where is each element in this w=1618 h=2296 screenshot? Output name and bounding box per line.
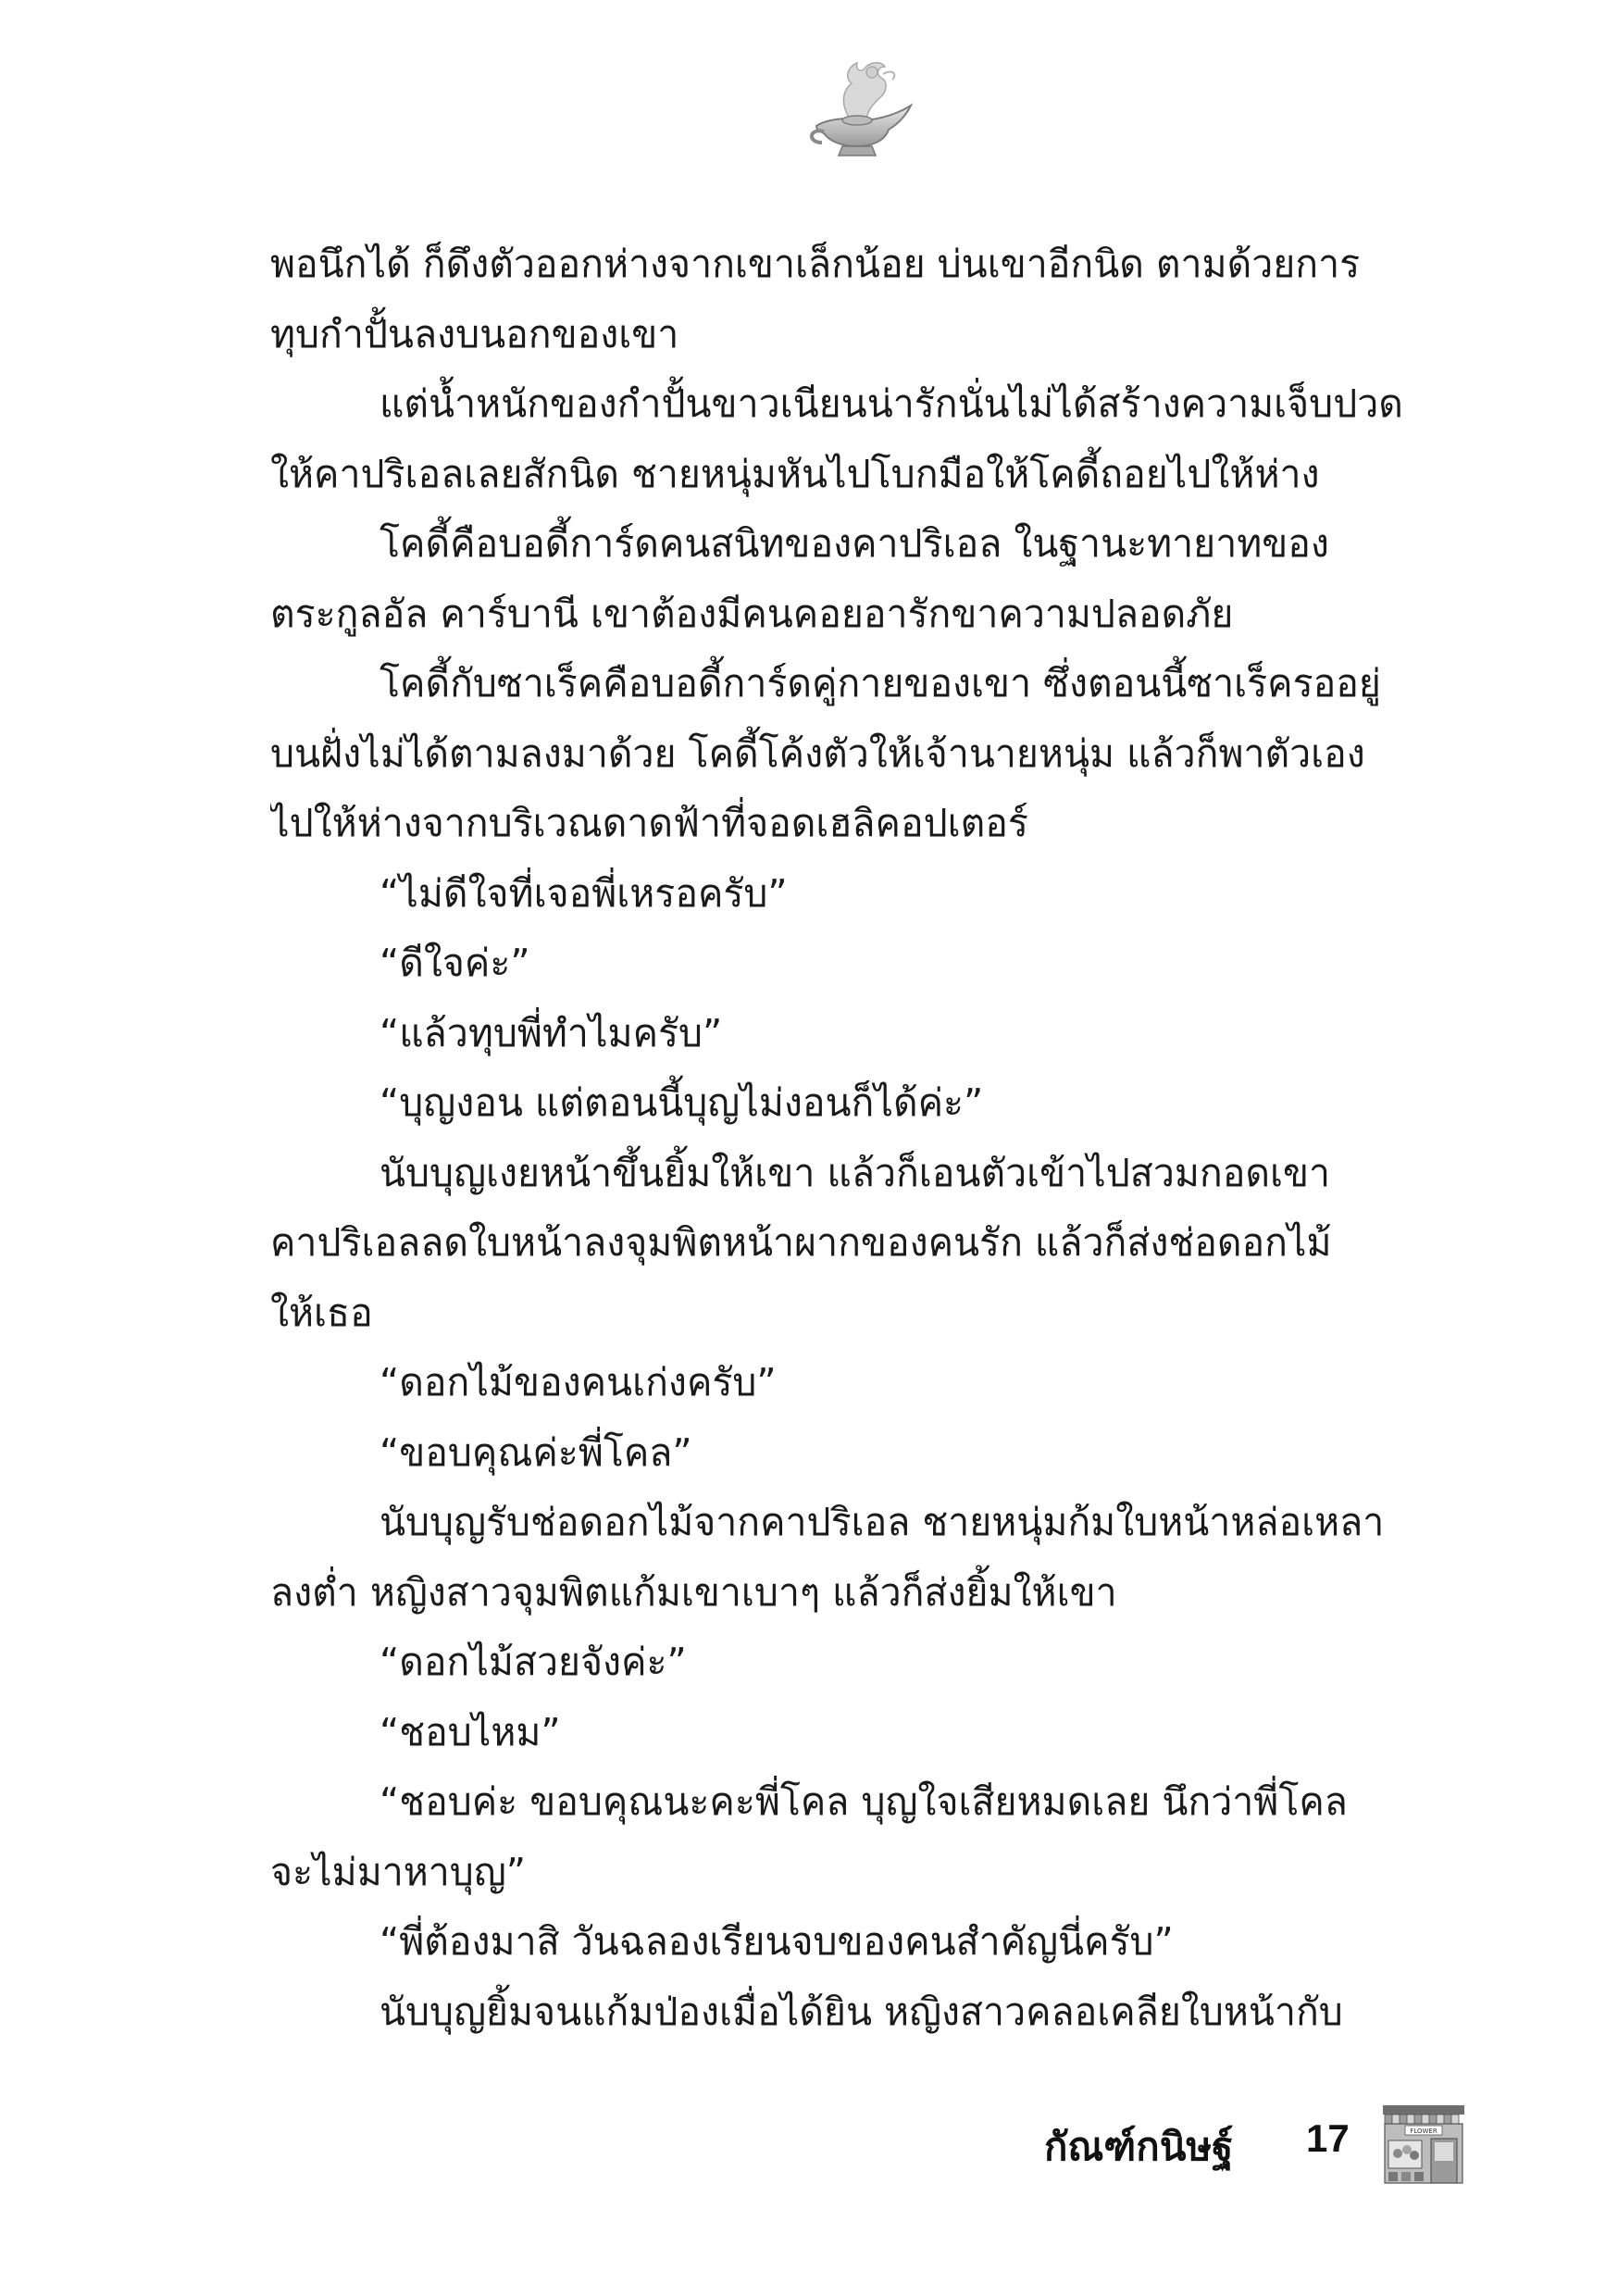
- page-footer: [1044, 2100, 1470, 2192]
- text-line: ไปให้ห่างจากบริเวณดาดฟ้าที่จอดเฮลิคอปเตอร์: [270, 801, 1028, 845]
- text-line: “ดีใจค่ะ”: [380, 941, 530, 985]
- text-line: ตระกูลอัล คาร์บานี เขาต้องมีคนคอยอารักขาความปลอดภัย: [270, 591, 1234, 636]
- text-line: ให้คาปริเอลเลยสักนิด ชายหนุ่มหันไปโบกมือให้โคดี้ถอยไปให้ห่าง: [270, 451, 1320, 496]
- text-line: “ชอบค่ะ ขอบคุณนะคะพี่โคล บุญใจเสียหมดเลย นึกว่าพี่โคล: [380, 1779, 1348, 1824]
- text-line: “ดอกไม้ของคนเก่งครับ”: [380, 1360, 777, 1404]
- text-line: นับบุญรับช่อดอกไม้จากคาปริเอล ชายหนุ่มก้มใบหน้าหล่อเหลา: [380, 1500, 1385, 1544]
- flower-shop-icon: [1379, 2100, 1468, 2189]
- text-line: ทุบกำปั้นลงบนอกของเขา: [270, 311, 679, 356]
- text-line: “พี่ต้องมาสิ วันฉลองเรียนจบของคนสำคัญนี่ครับ”: [380, 1919, 1174, 1964]
- text-line: แต่น้ำหนักของกำปั้นขาวเนียนน่ารักนั่นไม่ได้สร้างความเจ็บปวด: [380, 381, 1403, 426]
- text-line: “ขอบคุณค่ะพี่โคล”: [380, 1429, 692, 1475]
- body-text: [270, 230, 1464, 2047]
- book-title: กัณฑ์กนิษฐ์: [1044, 2124, 1234, 2169]
- text-line: โคดี้คือบอดี้การ์ดคนสนิทของคาปริเอล ในฐานะทายาทของ: [380, 521, 1329, 566]
- text-line: นับบุญเงยหน้าขึ้นยิ้มให้เขา แล้วก็เอนตัวเข้าไปสวมกอดเขา: [380, 1150, 1331, 1195]
- text-line: พอนึกได้ ก็ดึงตัวออกห่างจากเขาเล็กน้อย บ่นเขาอีกนิด ตามด้วยการ: [270, 242, 1361, 286]
- page-number: 17: [1306, 2116, 1350, 2160]
- text-line: ลงต่ำ หญิงสาวจุมพิตแก้มเขาเบาๆ แล้วก็ส่งยิ้มให้เขา: [270, 1569, 1117, 1615]
- text-line: “ดอกไม้สวยจังค่ะ”: [380, 1640, 687, 1684]
- text-line: “ไม่ดีใจที่เจอพี่เหรอครับ”: [380, 870, 788, 916]
- text-line: “แล้วทุบพี่ทำไมครับ”: [380, 1010, 723, 1055]
- text-line: นับบุญยิ้มจนแก้มป่องเมื่อได้ยิน หญิงสาวคลอเคลียใบหน้ากับ: [380, 1989, 1343, 2034]
- text-line: คาปริเอลลดใบหน้าลงจุมพิตหน้าผากของคนรัก แล้วก็ส่งช่อดอกไม้: [270, 1220, 1332, 1265]
- text-line: จะไม่มาหาบุญ”: [270, 1849, 526, 1894]
- shop-sign-text: FLOWER: [1410, 2128, 1438, 2135]
- text-line: บนฝั่งไม่ได้ตามลงมาด้วย โคดี้โค้งตัวให้เจ้านายหนุ่ม แล้วก็พาตัวเอง: [270, 730, 1365, 776]
- text-line: “บุญงอน แต่ตอนนี้บุญไม่งอนก็ได้ค่ะ”: [380, 1080, 984, 1125]
- text-line: “ชอบไหม”: [380, 1709, 561, 1754]
- genie-lamp-icon: [796, 54, 926, 165]
- text-line: โคดี้กับซาเร็คคือบอดี้การ์ดคู่กายของเขา ซึ่งตอนนี้ซาเร็ครออยู่: [380, 661, 1381, 705]
- text-line: ให้เธอ: [270, 1290, 373, 1335]
